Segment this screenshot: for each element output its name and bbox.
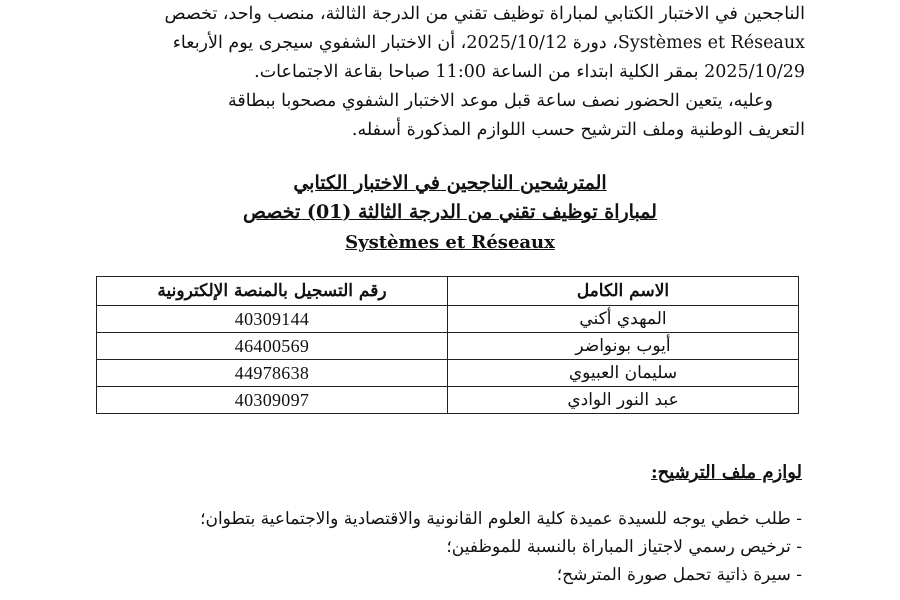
specialty-inline: Systèmes et Réseaux (617, 33, 805, 53)
table-row (97, 360, 799, 387)
intro-line-2 (95, 29, 805, 58)
list-item: - سيرة ذاتية تحمل صورة المترشح؛ (556, 565, 802, 585)
candidate-number: 40309144 (97, 306, 448, 333)
requirements-list (80, 505, 802, 589)
list-heading-line-1: المترشحين الناجحين في الاختبار الكتابي (293, 172, 607, 194)
intro-line-3: 2025/10/29 بمقر الكلية ابتداء من الساعة 11:00 صباحا بقاعة الاجتماعات. (254, 62, 805, 82)
header-registration-number: رقم التسجيل بالمنصة الإلكترونية (97, 277, 448, 306)
candidate-number: 46400569 (97, 333, 448, 360)
requirements-title: لوازم ملف الترشيح: (650, 462, 802, 483)
candidates-table (96, 276, 799, 414)
table-header-row (97, 277, 799, 306)
candidate-name: عبد النور الوادي (448, 387, 799, 414)
list-item: - طلب خطي يوجه للسيدة عميدة كلية العلوم القانونية والاقتصادية والاجتماعية بتطوان؛ (200, 509, 802, 529)
intro-line-4: وعليه، يتعين الحضور نصف ساعة قبل موعد الاختبار الشفوي مصحوبا ببطاقة (228, 91, 773, 111)
candidate-name: سليمان العبيوي (448, 360, 799, 387)
list-item: - ترخيص رسمي لاجتياز المباراة بالنسبة للموظفين؛ (446, 537, 802, 557)
intro-paragraph (95, 0, 805, 145)
intro-line-1: الناجحين في الاختبار الكتابي لمباراة توظيف تقني من الدرجة الثالثة، منصب واحد، تخصص (164, 4, 805, 24)
candidate-number: 44978638 (97, 360, 448, 387)
intro-line-2-rest: ، دورة 2025/10/12، أن الاختبار الشفوي سيجرى يوم الأربعاء (172, 33, 618, 53)
candidate-name: المهدي أكني (448, 306, 799, 333)
header-full-name: الاسم الكامل (448, 277, 799, 306)
table-row (97, 333, 799, 360)
table-row (97, 306, 799, 333)
table-row (97, 387, 799, 414)
list-heading-line-2: لمباراة توظيف تقني من الدرجة الثالثة (01) تخصص (243, 201, 657, 223)
intro-line-5: التعريف الوطنية وملف الترشيح حسب اللوازم المذكورة أسفله. (351, 120, 805, 140)
candidate-number: 40309097 (97, 387, 448, 414)
candidate-name: أيوب بونواضر (448, 333, 799, 360)
list-heading-specialty: Systèmes et Réseaux (345, 232, 555, 253)
